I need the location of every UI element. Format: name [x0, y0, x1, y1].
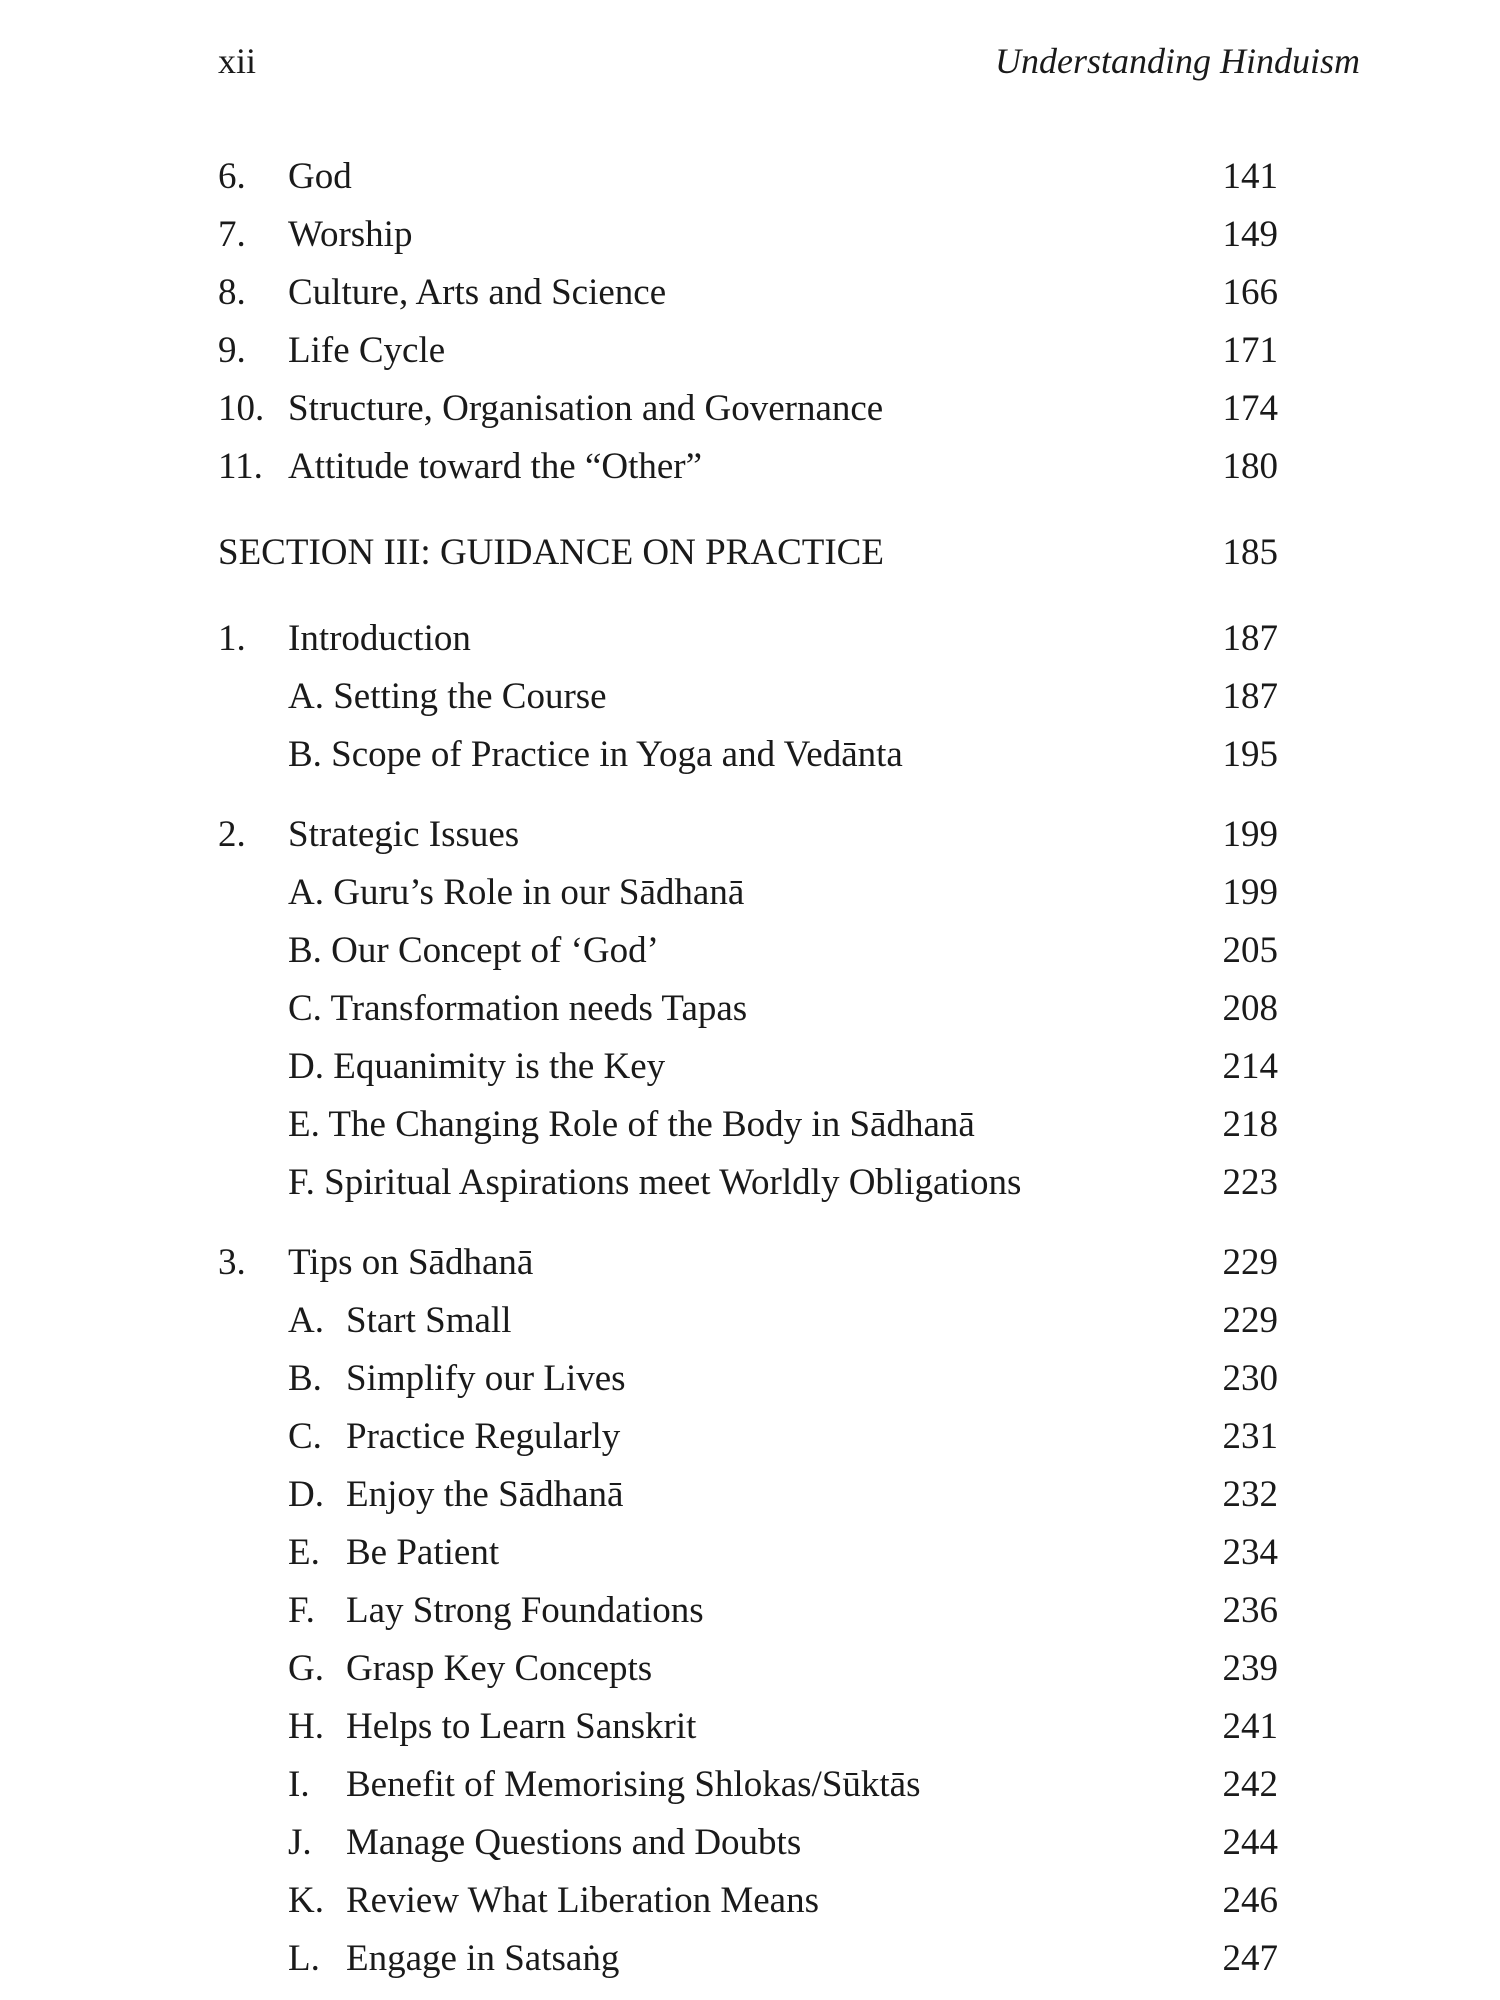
toc-entry-title: Life Cycle	[288, 330, 446, 371]
toc-subentry-letter: K.	[288, 1880, 324, 1921]
toc-subentry-page: 244	[1222, 1822, 1278, 1863]
toc-entry-page: 141	[1222, 156, 1278, 197]
toc-subentry-letter: C.	[288, 1416, 322, 1457]
toc-entry-page: 199	[1222, 814, 1278, 855]
toc-subentry-page: 236	[1222, 1590, 1278, 1631]
toc-subentry-letter: G.	[288, 1648, 324, 1689]
toc-subentry-letter: D.	[288, 1474, 324, 1515]
toc-entry-page: 166	[1222, 272, 1278, 313]
toc-subentry-page: 199	[1222, 872, 1278, 913]
toc-subentry	[218, 1814, 1278, 1872]
page-number: xii	[218, 41, 257, 81]
toc-subentry-title: Helps to Learn Sanskrit	[346, 1706, 697, 1747]
toc-subentry-page: 239	[1222, 1648, 1278, 1689]
toc-subentry-page: 230	[1222, 1358, 1278, 1399]
running-head-title: Understanding Hinduism	[994, 41, 1360, 81]
toc-entry	[218, 148, 1278, 206]
toc-entry	[218, 322, 1278, 380]
toc-subentry-title: Be Patient	[346, 1532, 500, 1573]
toc-entry-page: 171	[1222, 330, 1278, 371]
toc-subentry	[218, 1640, 1278, 1698]
toc-subentry	[218, 980, 1278, 1038]
toc-subentry-letter: I.	[288, 1764, 310, 1805]
toc-subentry-title: Engage in Satsaṅg	[346, 1938, 620, 1979]
toc-entry-number: 7.	[218, 214, 246, 255]
toc-subentry-page: 246	[1222, 1880, 1278, 1921]
toc-entry-number: 1.	[218, 618, 246, 659]
toc-subentry	[218, 1292, 1278, 1350]
toc-entry-number: 6.	[218, 156, 246, 197]
toc-entry-page: 187	[1222, 618, 1278, 659]
section-title: SECTION III: GUIDANCE ON PRACTICE	[218, 532, 884, 573]
toc-subentry	[218, 864, 1278, 922]
toc-entry-title: Culture, Arts and Science	[288, 272, 667, 313]
toc-subentry-title: E. The Changing Role of the Body in Sādhanā	[288, 1104, 975, 1145]
toc-subentry	[218, 1350, 1278, 1408]
toc-subentry-letter: L.	[288, 1938, 320, 1979]
toc-subentry-letter: B.	[288, 1358, 322, 1399]
toc-subentry	[218, 1756, 1278, 1814]
toc-entry	[218, 264, 1278, 322]
toc-subentry-page: 232	[1222, 1474, 1278, 1515]
toc-subentry-page: 242	[1222, 1764, 1278, 1805]
toc-subentry-page: 234	[1222, 1532, 1278, 1573]
toc-subentry-title: Practice Regularly	[346, 1416, 621, 1457]
toc-subentry-letter: E.	[288, 1532, 320, 1573]
toc-subentry-title: C. Transformation needs Tapas	[288, 988, 748, 1029]
toc-subentry	[218, 1408, 1278, 1466]
toc-subentry-title: Enjoy the Sādhanā	[346, 1474, 624, 1515]
toc-chapter	[218, 610, 1278, 668]
toc-entry	[218, 206, 1278, 264]
toc-entry-title: Worship	[288, 214, 413, 255]
toc-entry-title: Introduction	[288, 618, 471, 659]
toc-subentry-page: 208	[1222, 988, 1278, 1029]
toc-chapter	[218, 1234, 1278, 1292]
toc-subentry	[218, 1872, 1278, 1930]
toc-entry-number: 2.	[218, 814, 246, 855]
toc-subentry-page: 223	[1222, 1162, 1278, 1203]
toc-subentry-letter: F.	[288, 1590, 315, 1631]
toc-subentry-title: Simplify our Lives	[346, 1358, 626, 1399]
toc-subentry-title: Lay Strong Foundations	[346, 1590, 704, 1631]
toc-subentry-page: 218	[1222, 1104, 1278, 1145]
toc-entry-title: Attitude toward the “Other”	[288, 446, 703, 487]
toc-subentry	[218, 1038, 1278, 1096]
toc-entry-page: 229	[1222, 1242, 1278, 1283]
toc-subentry-title: Start Small	[346, 1300, 512, 1341]
toc-subentry-page: 229	[1222, 1300, 1278, 1341]
toc-subentry	[218, 1154, 1278, 1212]
toc-entry-page: 174	[1222, 388, 1278, 429]
toc-chapter	[218, 806, 1278, 864]
toc-entry-number: 10.	[218, 388, 265, 429]
toc-entry-page: 180	[1222, 446, 1278, 487]
toc-subentry	[218, 668, 1278, 726]
toc-subentry-title: Manage Questions and Doubts	[346, 1822, 802, 1863]
toc-entry-number: 11.	[218, 446, 263, 487]
toc-subentry-title: D. Equanimity is the Key	[288, 1046, 666, 1087]
toc-entry	[218, 380, 1278, 438]
toc-entry-page: 149	[1222, 214, 1278, 255]
toc-subentry-title: Review What Liberation Means	[346, 1880, 819, 1921]
toc-subentry-title: Benefit of Memorising Shlokas/Sūktās	[346, 1764, 921, 1805]
toc-subentry-letter: J.	[288, 1822, 312, 1863]
toc-subentry-letter: A.	[288, 1300, 324, 1341]
toc-entry-title: Structure, Organisation and Governance	[288, 388, 884, 429]
toc-subentry	[218, 1096, 1278, 1154]
toc-subentry-title: B. Our Concept of ‘God’	[288, 930, 659, 971]
toc-entry-number: 3.	[218, 1242, 246, 1283]
section-page: 185	[1222, 532, 1278, 573]
toc-subentry-page: 195	[1222, 734, 1278, 775]
toc-entry-number: 8.	[218, 272, 246, 313]
toc-entry-title: Tips on Sādhanā	[288, 1242, 534, 1283]
toc-entry-title: God	[288, 156, 352, 197]
toc-subentry	[218, 1930, 1278, 1988]
toc-subentry-page: 231	[1222, 1416, 1278, 1457]
toc-section-heading	[218, 524, 1278, 582]
toc-subentry	[218, 1582, 1278, 1640]
toc-subentry-title: A. Guru’s Role in our Sādhanā	[288, 872, 745, 913]
toc-subentry	[218, 922, 1278, 980]
toc-subentry-title: F. Spiritual Aspirations meet Worldly Obligations	[288, 1162, 1022, 1203]
toc-subentry-title: Grasp Key Concepts	[346, 1648, 653, 1689]
toc-subentry-page: 247	[1222, 1938, 1278, 1979]
toc-subentry-letter: H.	[288, 1706, 324, 1747]
toc-subentry	[218, 1698, 1278, 1756]
toc-subentry-page: 214	[1222, 1046, 1278, 1087]
toc-entry-title: Strategic Issues	[288, 814, 520, 855]
toc-subentry-page: 241	[1222, 1706, 1278, 1747]
toc-subentry	[218, 1466, 1278, 1524]
table-of-contents	[218, 148, 1278, 1988]
toc-entry	[218, 438, 1278, 496]
toc-subentry	[218, 726, 1278, 784]
toc-entry-number: 9.	[218, 330, 246, 371]
toc-subentry-page: 205	[1222, 930, 1278, 971]
toc-subentry-page: 187	[1222, 676, 1278, 717]
toc-subentry-title: A. Setting the Course	[288, 676, 607, 717]
toc-subentry	[218, 1524, 1278, 1582]
toc-subentry-title: B. Scope of Practice in Yoga and Vedānta	[288, 734, 903, 775]
